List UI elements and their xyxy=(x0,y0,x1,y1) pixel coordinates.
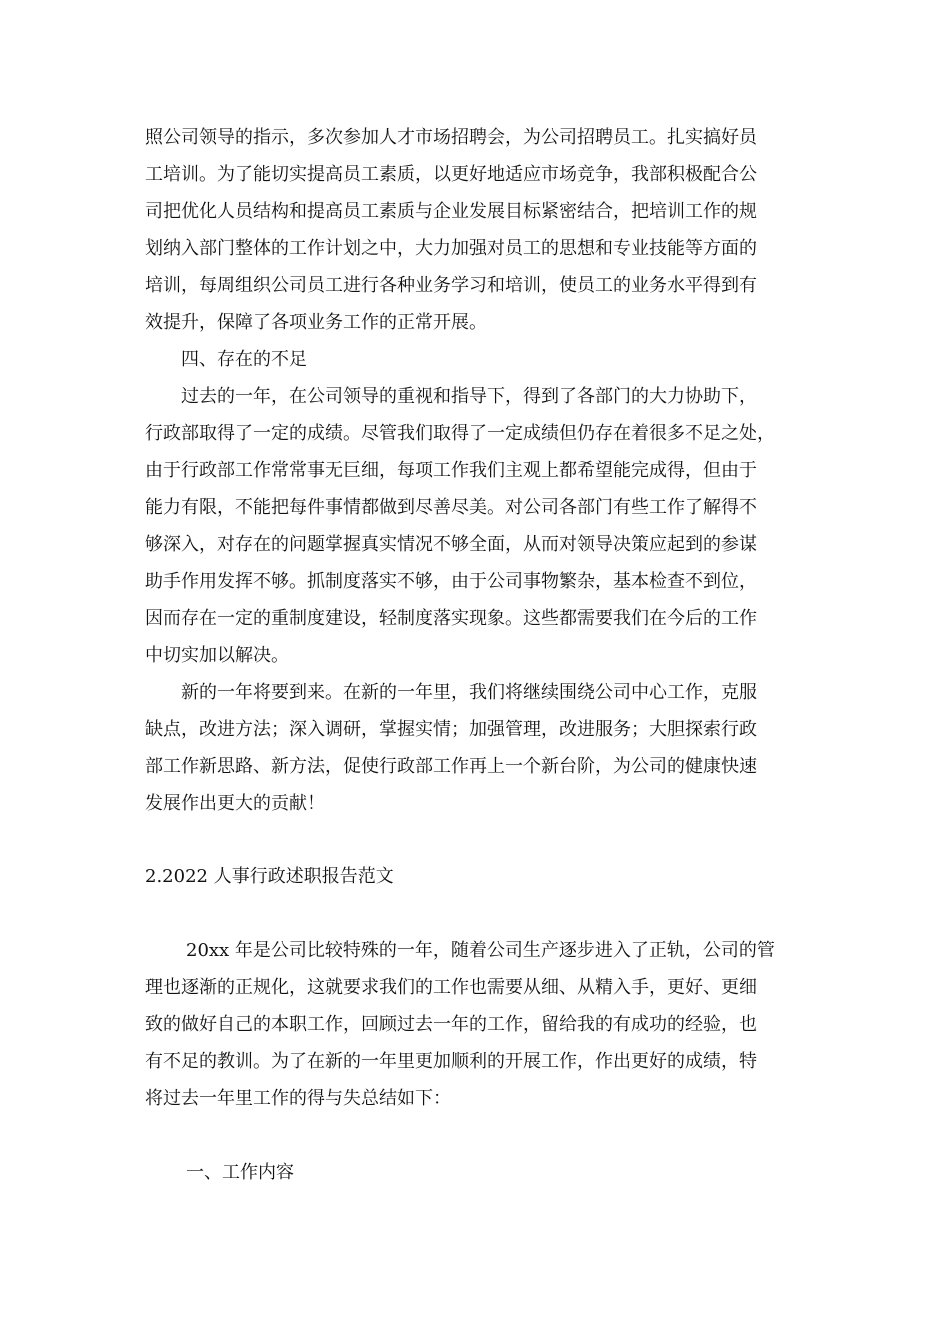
paragraph-line: 助手作用发挥不够。抓制度落实不够，由于公司事物繁杂，基本检查不到位， xyxy=(145,571,757,592)
paragraph-line: 因而存在一定的重制度建设，轻制度落实现象。这些都需要我们在今后的工作 xyxy=(145,608,757,629)
paragraph-line: 照公司领导的指示，多次参加人才市场招聘会，为公司招聘员工。扎实搞好员 xyxy=(145,127,757,148)
paragraph-line: 效提升，保障了各项业务工作的正常开展。 xyxy=(145,312,487,333)
section-heading: 一、工作内容 xyxy=(186,1162,294,1183)
paragraph-line: 发展作出更大的贡献！ xyxy=(145,793,325,814)
paragraph-line: 过去的一年，在公司领导的重视和指导下，得到了各部门的大力协助下， xyxy=(181,386,757,407)
paragraph-line: 司把优化人员结构和提高员工素质与企业发展目标紧密结合，把培训工作的规 xyxy=(145,201,757,222)
paragraph-line: 由于行政部工作常常事无巨细，每项工作我们主观上都希望能完成得，但由于 xyxy=(145,460,757,481)
paragraph-line: 能力有限，不能把每件事情都做到尽善尽美。对公司各部门有些工作了解得不 xyxy=(145,497,757,518)
paragraph-line: 划纳入部门整体的工作计划之中，大力加强对员工的思想和专业技能等方面的 xyxy=(145,238,757,259)
paragraph-line: 行政部取得了一定的成绩。尽管我们取得了一定成绩但仍存在着很多不足之处， xyxy=(145,423,775,444)
paragraph-line: 理也逐渐的正规化，这就要求我们的工作也需要从细、从精入手，更好、更细 xyxy=(145,977,757,998)
paragraph-line: 部工作新思路、新方法，促使行政部工作再上一个新台阶，为公司的健康快速 xyxy=(145,756,757,777)
paragraph-line: 将过去一年里工作的得与失总结如下： xyxy=(145,1088,451,1109)
article-title: 2.2022 人事行政述职报告范文 xyxy=(145,866,394,887)
paragraph-line: 够深入，对存在的问题掌握真实情况不够全面，从而对领导决策应起到的参谋 xyxy=(145,534,757,555)
section-heading: 四、存在的不足 xyxy=(181,349,307,370)
paragraph-line: 致的做好自己的本职工作，回顾过去一年的工作，留给我的有成功的经验，也 xyxy=(145,1014,757,1035)
paragraph-line: 缺点，改进方法；深入调研，掌握实情；加强管理，改进服务；大胆探索行政 xyxy=(145,719,757,740)
paragraph-line: 有不足的教训。为了在新的一年里更加顺利的开展工作，作出更好的成绩，特 xyxy=(145,1051,757,1072)
paragraph-line: 工培训。为了能切实提高员工素质，以更好地适应市场竞争，我部积极配合公 xyxy=(145,164,757,185)
paragraph-line: 新的一年将要到来。在新的一年里，我们将继续围绕公司中心工作，克服 xyxy=(181,682,757,703)
paragraph-line: 20xx 年是公司比较特殊的一年，随着公司生产逐步进入了正轨，公司的管 xyxy=(186,940,775,961)
paragraph-line: 中切实加以解决。 xyxy=(145,645,289,666)
paragraph-line: 培训，每周组织公司员工进行各种业务学习和培训，使员工的业务水平得到有 xyxy=(145,275,757,296)
